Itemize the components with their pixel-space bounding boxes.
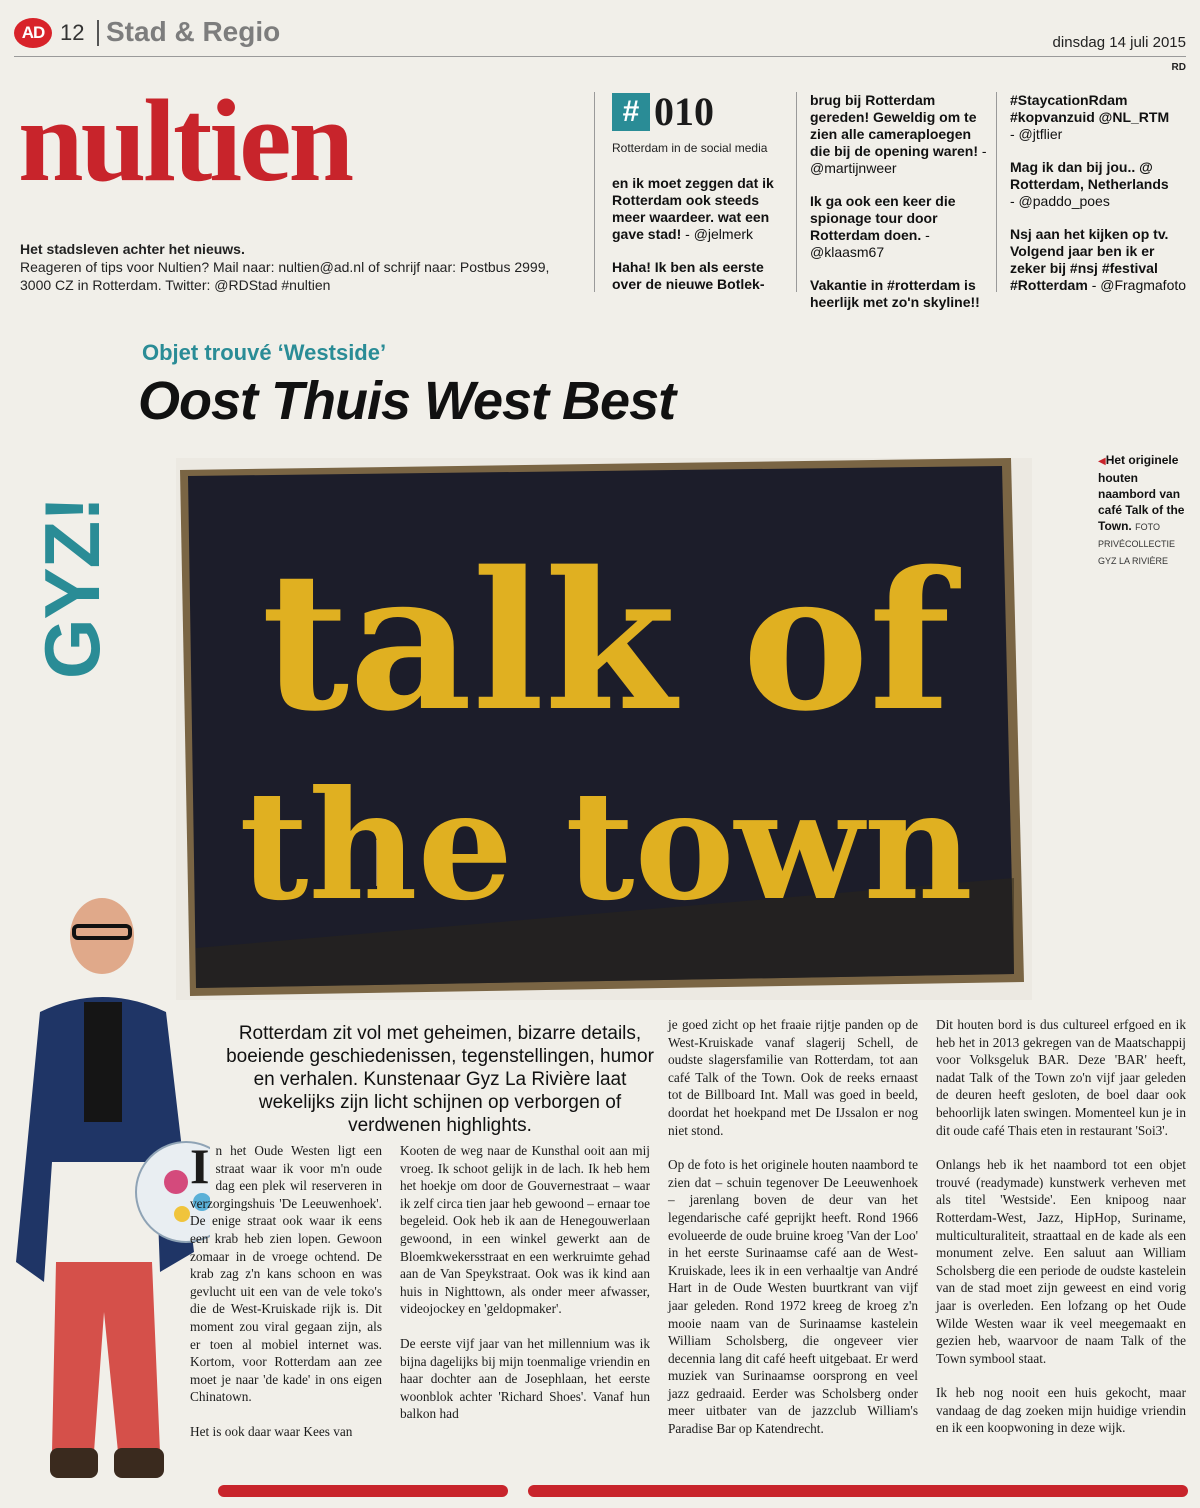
article-lead: Rotterdam zit vol met geheimen, bizarre details, boeiende geschiedenissen, tegenstellingen, humor en verhalen. Kunstenaar Gyz La Rivière laat wekelijks zijn licht schijnen op verborgen of verdwenen highlights. [226,1023,654,1136]
body-column-4 [936,1016,1186,1454]
series-label: GYZ! [28,496,116,680]
column-title: nultien [18,75,352,206]
issue-date: dinsdag 14 juli 2015 [1052,34,1186,51]
social-header [612,88,714,135]
column-tagline: Het stadsleven achter het nieuws. [20,241,245,257]
tweet-column-3 [1010,92,1190,310]
social-subtitle: Rotterdam in de social media [612,141,768,155]
caption-pointer-icon: ◀ [1098,456,1106,467]
masthead [0,0,1200,60]
body-column-3 [668,1016,918,1455]
column-contact: Reageren of tips voor Nultien? Mail naar: nultien@ad.nl of schrijf naar: Postbus 2999, 3000 CZ in Rotterdam. Twitter: @RDStad #nultien [20,259,550,293]
photo-caption: ◀Het originele houten naambord van café Talk of the Town. FOTO PRIVÉCOLLECTIE GYZ LA RIVIÈRE [1098,453,1185,566]
bottom-accent-bar [218,1485,508,1497]
masthead-rule [14,56,1186,57]
tweet: Mag ik dan bij jou.. @ Rotterdam, Netherlands - @paddo_poes [1010,159,1169,209]
paragraph: In het Oude Westen ligt een straat waar ik voor m'n oude dag een plek wil reserveren in verzorgingshuis 'De Leeuwenhoek'. De enige straat ook waar ik eens een krab heb zien lopen. Gewoon zomaar in de vroege ochtend. De krab zag z'n kans schoon en was gevlucht uit een van de vele toko's die de West-Kruiskade rijk is. Dit moment zou viral gegaan zijn, als er toen al mobiel internet was. Kortom, voor Rotterdam aan zee moet je naar 'de kade' in ons eigen Chinatown. [190,1138,382,1405]
tweet: Ik ga ook een keer die spionage tour door Rotterdam doen. - @klaasm67 [810,193,956,260]
body-column-1 [190,1138,382,1458]
artist-portrait [10,892,210,1484]
dropcap: I [190,1138,210,1194]
paragraph: Het is ook daar waar Kees van [190,1423,353,1439]
paragraph: Onlangs heb ik het naambord tot een objet trouvé (readymade) kunstwerk verheven met als titel 'Westside'. Een knipoog naar Rotterdam-West, Jazz, HipHop, Suriname, multiculturaliteit, straattaal en de kade als een monument zelve. Een saluut aan William Scholsberg die een periode de oudste kastelein van de stad moet zijn geweest en eind vorig jaar is overleden. Een lofzang op het Oude Wilde Westen waar ik veel meegemaakt en gezien heb, waarvoor de naam Talk of the Town symbool staat. [936,1157,1186,1366]
page-number: 12 [60,20,85,45]
paragraph: Kooten de weg naar de Kunsthal ooit aan mij vroeg. Ik schoot gelijk in de lach. Ik heb hem het hoekje om door de Gouvernestraat – waar ik zelf circa tien jaar heb gewoond – ernaar toe begeleid. Ook heb ik aan de Henegouwerlaan gewoond, in een winkel gewerkt aan de Bloemkwekersstraat en een werkruimte gehad aan de Van Speykstraat. Ook was ik kind aan huis in Nighttown, als onder meer afwasser, videojockey en 'geldopmaker'. [400,1143,650,1317]
paragraph: De eerste vijf jaar van het millennium was ik bijna dagelijks bij mijn toenmalige vriendin en haar dochter aan de Josephlaan, het eerste woonblok achter 'Richard Shoes'. Vanaf hun balkon had [400,1335,650,1422]
edition-tag: RD [1171,62,1186,73]
sign-photo [176,458,1032,1000]
sign-line-1: talk of [261,530,951,753]
paragraph: Ik heb nog nooit een huis gekocht, maar vandaag de dag zoeken mijn huidige vriendin en ik een koopwoning in deze wijk. [936,1385,1186,1436]
column-divider [996,92,997,292]
article-headline: Oost Thuis West Best [138,371,676,431]
column-divider [594,92,595,292]
paragraph: je goed zicht op het fraaie rijtje panden op de West-Kruiskade vanaf slagerij Schell, de oudste slagersfamilie van Rotterdam, tot aan café Talk of the Town. Ook de reeks ernaast tot de Billboard Int. Mall was goed in beeld, doordat het hoekpand met De IJssalon er nog niet stond. [668,1017,918,1138]
tweet: Nsj aan het kijken op tv. Volgend jaar ben ik er zeker bij #nsj #festival #Rotterdam - @Fragmafoto [1010,226,1187,293]
article-kicker: Objet trouvé ‘Westside’ [142,340,387,365]
tweet-column-2 [810,92,990,327]
section-name: Stad & Regio [106,16,281,47]
tweet: Vakantie in #rotterdam is heerlijk met zo'n skyline!! [810,277,980,310]
paragraph: Op de foto is het originele houten naambord te zien dat – schuin tegenover De Leeuwenhoek – jarenlang boven de deur van het legendarische café geprijkt heeft. Rond 1966 evolueerde de oude bruine kroeg 'Van der Loo' in het eerste Surinaamse café aan de West-Kruiskade, lees ik in een verhaaltje van André Hart in de Oude Westen buurtkrant van vijf jaar geleden. Rond 1972 kreeg de kroeg z'n mooie naam van de Surinaamse kastelein William Scholsberg, die ongeveer vier decennia lang dit café heeft uitgebaat. Er werd muziek van Surinaamse oorsprong en veel jazz gedraaid. Eerder was Scholsberg onder meer uitbater van de jazzclub William's Paradise Bar op Katendrecht. [668,1157,918,1437]
body-column-2 [400,1142,650,1440]
masthead-divider [97,20,99,46]
sign-line-2: the town [239,758,973,934]
column-divider [796,92,797,292]
tweet: #StaycationRdam #kopvanzuid @NL_RTM - @jtflier [1010,92,1170,142]
tweet: Haha! Ik ben als eerste over de nieuwe Botlek- [612,259,765,292]
social-number: 010 [654,89,714,134]
hashtag-icon: # [612,93,650,131]
tweet: brug bij Rotterdam gereden! Geweldig om te zien alle cameraploegen die bij de opening waren! - @martijnweer [810,92,987,176]
ad-logo: AD [14,18,52,48]
paragraph: Dit houten bord is dus cultureel erfgoed en ik heb het in 2013 gekregen van de Maatschappij voor Volksgeluk BAR. Deze 'BAR' heeft, nadat Talk of the Town zo'n vijf jaar geleden de deuren heeft gesloten, de boel daar ook behoorlijk laten swingen. Momenteel kun je in dit oude café Thais eten in restaurant 'Soi3'. [936,1017,1186,1138]
bottom-accent-bar [528,1485,1188,1497]
tweet-column-1 [612,175,784,309]
column-intro [20,240,580,294]
tweet: en ik moet zeggen dat ik Rotterdam ook steeds meer waardeer. wat een gave stad! - @jelmerk [612,175,774,242]
